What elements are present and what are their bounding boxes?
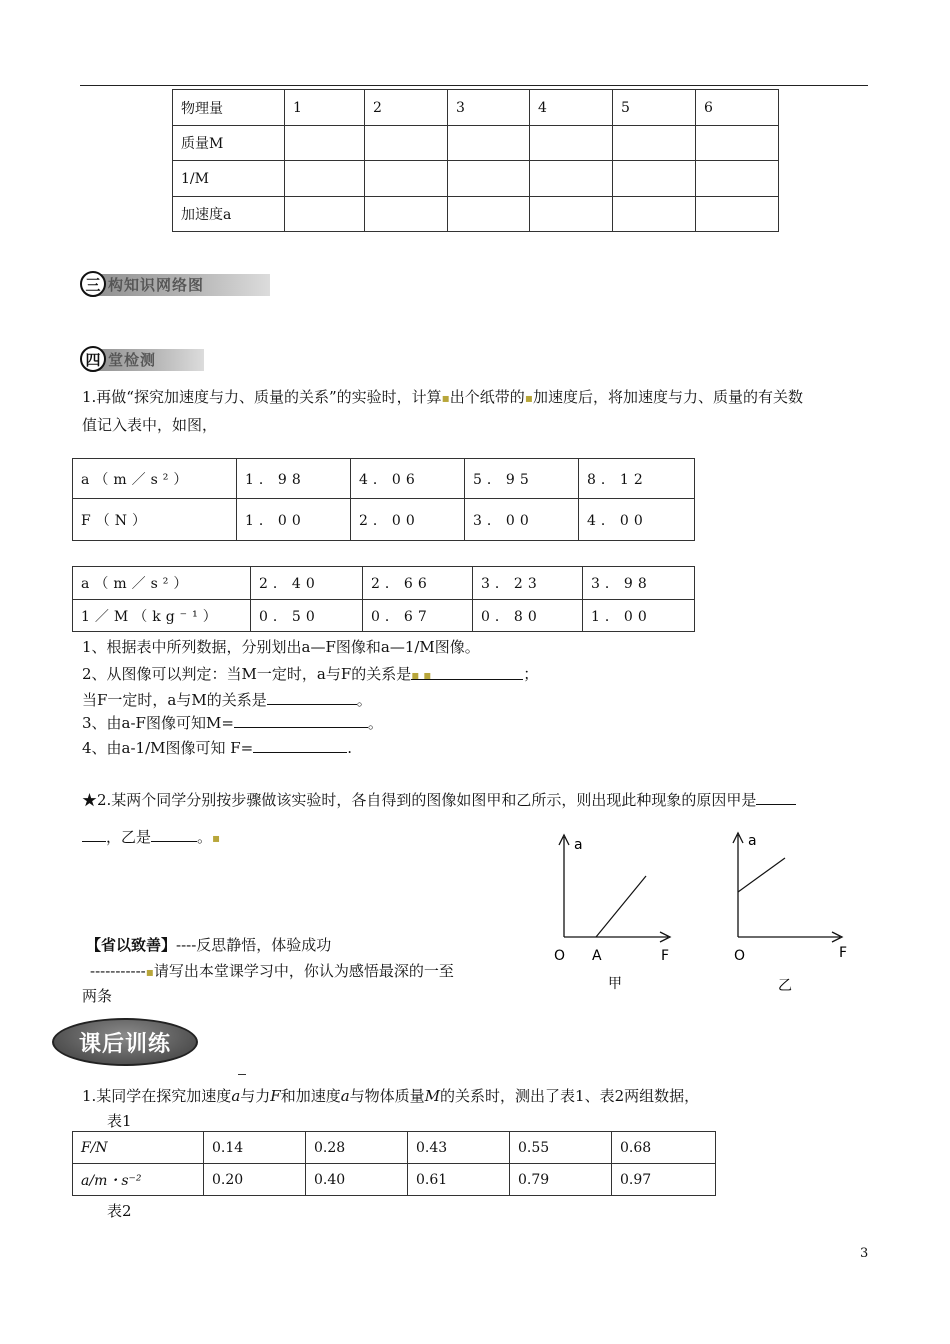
table-cell: 0.97 xyxy=(612,1164,716,1196)
answer-blank[interactable] xyxy=(82,827,106,842)
table-cell xyxy=(696,161,779,197)
table-cell: 0.68 xyxy=(612,1132,716,1164)
table-cell: 0．50 xyxy=(251,600,363,632)
section-3-number: 三 xyxy=(80,271,106,297)
table-cell xyxy=(613,197,696,232)
section-4-title: 堂检测 xyxy=(108,350,157,369)
graph-line xyxy=(596,876,646,937)
table-cell xyxy=(448,126,530,161)
table-row-label: a/m・s⁻² xyxy=(73,1164,204,1196)
table-header-cell: 4 xyxy=(530,90,613,126)
table-cell: 4．06 xyxy=(351,459,465,499)
table-cell xyxy=(613,126,696,161)
table-cell xyxy=(285,197,365,232)
table-cell xyxy=(448,197,530,232)
page-number: 3 xyxy=(860,1246,869,1261)
table-cell xyxy=(613,161,696,197)
header-rule xyxy=(80,85,868,86)
x-axis-label: F xyxy=(661,948,670,964)
sub-question-2: 2、从图像可以判定：当M一定时，a与F的关系是▪ ▪ ； xyxy=(82,665,539,683)
sub-question-3: 3、由a-F图像可知M= 。 xyxy=(82,714,383,732)
table-row-label: 1/M xyxy=(173,161,285,197)
section-3-title: 构知识网络图 xyxy=(108,275,205,294)
table-row-label: 1／M（kg⁻¹） xyxy=(73,600,251,632)
table-row-label: F（N） xyxy=(73,499,237,541)
table-cell: 4．00 xyxy=(579,499,695,541)
table-cell: 8．12 xyxy=(579,459,695,499)
table-cell xyxy=(530,197,613,232)
answer-blank[interactable] xyxy=(756,790,796,805)
x-axis-label: F xyxy=(839,945,848,961)
origin-label: O xyxy=(554,948,566,964)
table-row-label: a（m／s²） xyxy=(73,567,251,600)
a-inverse-m-data-table xyxy=(72,566,695,632)
table-header-cell: 1 xyxy=(285,90,365,126)
table-cell: 0.14 xyxy=(204,1132,306,1164)
intercept-label: A xyxy=(592,948,602,964)
table-header-cell: 3 xyxy=(448,90,530,126)
table-cell xyxy=(530,161,613,197)
section-3-heading xyxy=(80,272,270,296)
after-class-training-badge: 课后训练 xyxy=(52,1018,198,1066)
section-4-heading xyxy=(80,347,204,371)
sub-question-4: 4、由a-1/M图像可知 F= . xyxy=(82,739,353,757)
table-cell xyxy=(696,126,779,161)
training-table-1 xyxy=(72,1131,716,1196)
table-cell: 0．67 xyxy=(363,600,473,632)
sub-question-1: 1、根据表中所列数据，分别划出a—F图像和a—1/M图像。 xyxy=(82,638,480,656)
table-row-label: F/N xyxy=(73,1132,204,1164)
table-cell xyxy=(365,126,448,161)
table-cell: 3．00 xyxy=(465,499,579,541)
origin-label: O xyxy=(734,948,746,964)
table-header-cell: 物理量 xyxy=(173,90,285,126)
a-f-data-table xyxy=(72,458,695,541)
sub-question-2-cont: 当F一定时，a与M的关系是 。 xyxy=(82,691,372,709)
question-2: ★2.某两个同学分别按步骤做该实验时，各自得到的图像如图甲和乙所示，则出现此种现象的原因甲是 xyxy=(82,789,796,810)
table-cell xyxy=(365,197,448,232)
table-cell: 0.61 xyxy=(408,1164,510,1196)
y-axis-label: a xyxy=(748,833,757,849)
answer-blank[interactable] xyxy=(267,690,357,705)
answer-blank[interactable]: ▪ ▪ xyxy=(411,665,523,680)
table-cell: 1．00 xyxy=(237,499,351,541)
table-cell xyxy=(696,197,779,232)
table-cell: 0.40 xyxy=(306,1164,408,1196)
table-cell xyxy=(530,126,613,161)
y-axis-label: a xyxy=(574,837,583,853)
table-cell: 2．00 xyxy=(351,499,465,541)
table-cell: 3．98 xyxy=(583,567,695,600)
table-cell: 0.43 xyxy=(408,1132,510,1164)
table-cell: 0.55 xyxy=(510,1132,612,1164)
table-cell xyxy=(448,161,530,197)
table-cell: 3．23 xyxy=(473,567,583,600)
graph-yi xyxy=(722,825,862,995)
answer-blank[interactable] xyxy=(234,713,368,728)
reflection-prompt-cont: 两条 xyxy=(82,987,113,1005)
table-1-label: 表1 xyxy=(107,1112,132,1130)
table-cell xyxy=(285,126,365,161)
table-cell: 0．80 xyxy=(473,600,583,632)
table-cell xyxy=(365,161,448,197)
graph-jia xyxy=(548,825,688,995)
answer-blank[interactable] xyxy=(253,738,347,753)
graph-caption: 甲 xyxy=(608,976,622,992)
physics-quantity-table xyxy=(172,89,779,232)
graph-caption: 乙 xyxy=(778,978,792,994)
table-cell: 0.20 xyxy=(204,1164,306,1196)
reflection-prompt: -----------▪请写出本堂课学习中，你认为感悟最深的一至 xyxy=(90,962,454,980)
table-cell: 2．40 xyxy=(251,567,363,600)
question-1-intro: 1.再做“探究加速度与力、质量的关系”的实验时，计算▪出个纸带的▪加速度后，将加速度与力、质量的有关数 xyxy=(82,388,803,406)
table-cell: 0.79 xyxy=(510,1164,612,1196)
reflection-heading: 【省以致善】----反思静悟，体验成功 xyxy=(86,936,332,954)
table-cell: 2．66 xyxy=(363,567,473,600)
question-2-cont: ，乙是 。▪ xyxy=(82,826,220,847)
table-row-label: a（m／s²） xyxy=(73,459,237,499)
table-cell: 1．98 xyxy=(237,459,351,499)
table-cell: 5．95 xyxy=(465,459,579,499)
table-2-label: 表2 xyxy=(107,1202,132,1220)
graph-line xyxy=(738,858,785,892)
table-row-label: 质量M xyxy=(173,126,285,161)
table-cell: 1．00 xyxy=(583,600,695,632)
table-header-cell: 6 xyxy=(696,90,779,126)
table-cell xyxy=(285,161,365,197)
question-1-intro-cont: 值记入表中，如图， xyxy=(82,416,218,434)
table-row-label: 加速度a xyxy=(173,197,285,232)
stray-mark xyxy=(238,1074,246,1075)
table-header-cell: 5 xyxy=(613,90,696,126)
table-cell: 0.28 xyxy=(306,1132,408,1164)
section-4-number: 四 xyxy=(80,346,106,372)
answer-blank[interactable] xyxy=(151,827,197,842)
training-question-1: 1.某同学在探究加速度a与力F和加速度a与物体质量M的关系时，测出了表1、表2两组数据， xyxy=(82,1087,700,1105)
table-header-cell: 2 xyxy=(365,90,448,126)
